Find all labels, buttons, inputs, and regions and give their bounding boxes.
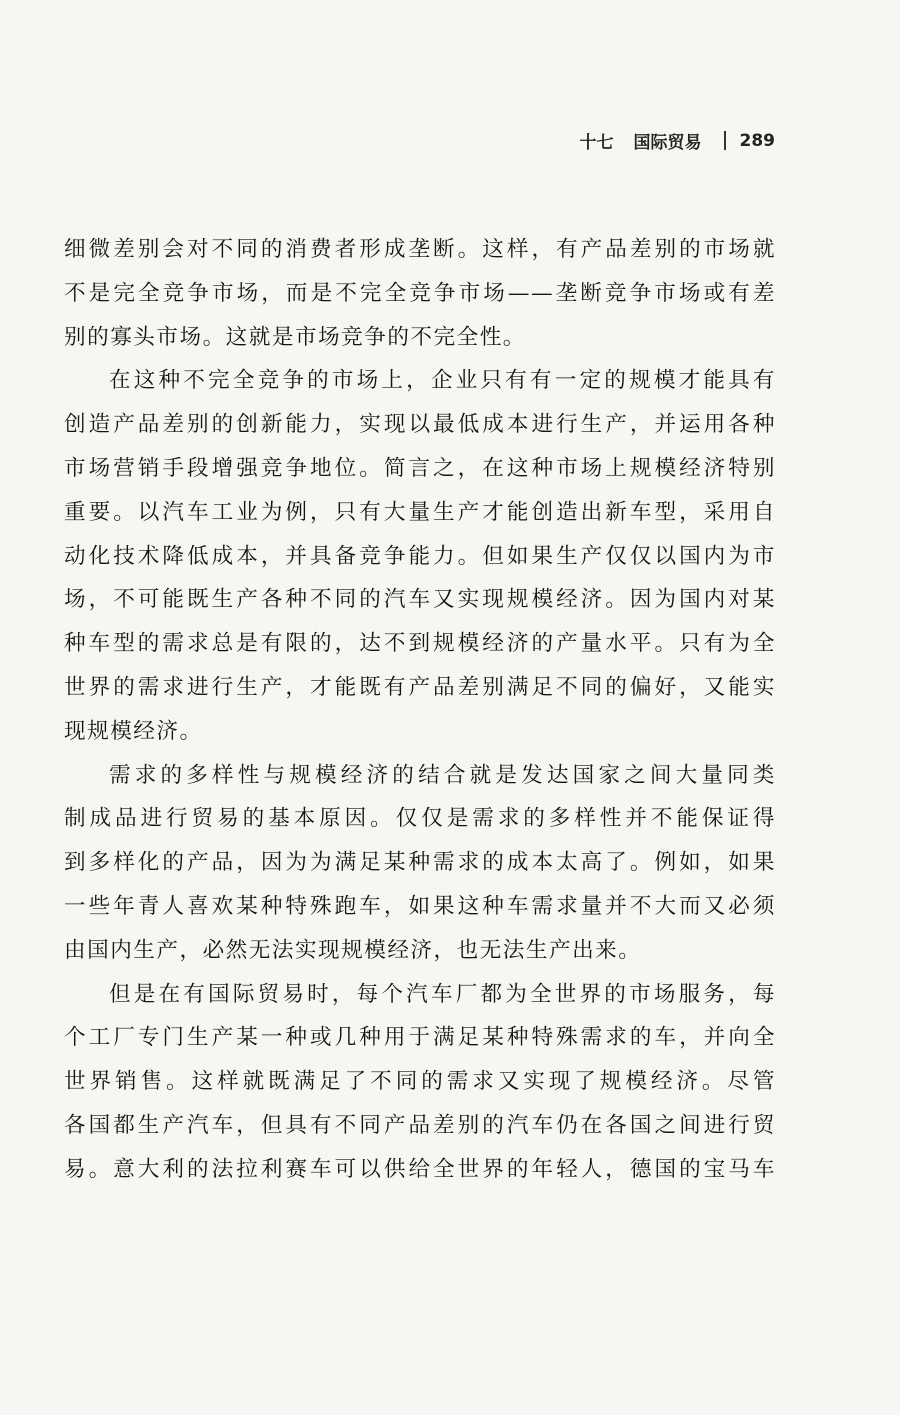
text-line: 动化技术降低成本，并具备竞争能力。但如果生产仅仅以国内为市: [64, 543, 776, 569]
text-line: 别的寡头市场。这就是市场竞争的不完全性。: [64, 324, 526, 350]
text-line: 由国内生产，必然无法实现规模经济，也无法生产出来。: [64, 937, 642, 963]
text-line: 种车型的需求总是有限的，达不到规模经济的产量水平。只有为全: [64, 631, 776, 657]
text-line: 到多样化的产品，因为为满足某种需求的成本太高了。例如，如果: [64, 850, 776, 876]
text-line: 易。意大利的法拉利赛车可以供给全世界的年轻人，德国的宝马车: [64, 1156, 776, 1182]
text-line: 重要。以汽车工业为例，只有大量生产才能创造出新车型，采用自: [64, 499, 776, 525]
text-line: 细微差别会对不同的消费者形成垄断。这样，有产品差别的市场就: [64, 237, 776, 262]
header-divider: [724, 131, 726, 150]
text-line: 世界销售。这样就既满足了不同的需求又实现了规模经济。尽管: [64, 1069, 776, 1095]
chapter-title: 国际贸易: [633, 133, 702, 153]
paragraph: [64, 228, 776, 359]
page-number: 289: [739, 130, 775, 151]
text-line: 世界的需求进行生产，才能既有产品差别满足不同的偏好，又能实: [64, 674, 776, 700]
text-line: 在这种不完全竞争的市场上，企业只有有一定的规模才能具有: [109, 368, 776, 394]
paragraph: [64, 754, 776, 973]
text-line: 现规模经济。: [64, 718, 203, 744]
running-header: [580, 128, 776, 153]
text-line: 需求的多样性与规模经济的结合就是发达国家之间大量同类: [109, 762, 776, 788]
text-line: 制成品进行贸易的基本原因。仅仅是需求的多样性并不能保证得: [64, 806, 776, 832]
paragraph: [64, 973, 776, 1192]
text-line: 创造产品差别的创新能力，实现以最低成本进行生产，并运用各种: [64, 412, 776, 438]
paragraph: [64, 359, 776, 753]
chapter-number: 十七: [579, 133, 614, 153]
text-line: 不是完全竞争市场，而是不完全竞争市场——垄断竞争市场或有差: [64, 280, 776, 306]
text-line: 一些年青人喜欢某种特殊跑车，如果这种车需求量并不大而又必须: [64, 893, 776, 919]
text-line: 各国都生产汽车，但具有不同产品差别的汽车仍在各国之间进行贸: [64, 1112, 776, 1138]
text-line: 市场营销手段增强竞争地位。简言之，在这种市场上规模经济特别: [64, 455, 776, 481]
text-line: 个工厂专门生产某一种或几种用于满足某种特殊需求的车，并向全: [64, 1025, 776, 1051]
text-line: 但是在有国际贸易时，每个汽车厂都为全世界的市场服务，每: [109, 981, 776, 1007]
body-text: [64, 228, 776, 1192]
text-line: 场，不可能既生产各种不同的汽车又实现规模经济。因为国内对某: [64, 587, 776, 613]
